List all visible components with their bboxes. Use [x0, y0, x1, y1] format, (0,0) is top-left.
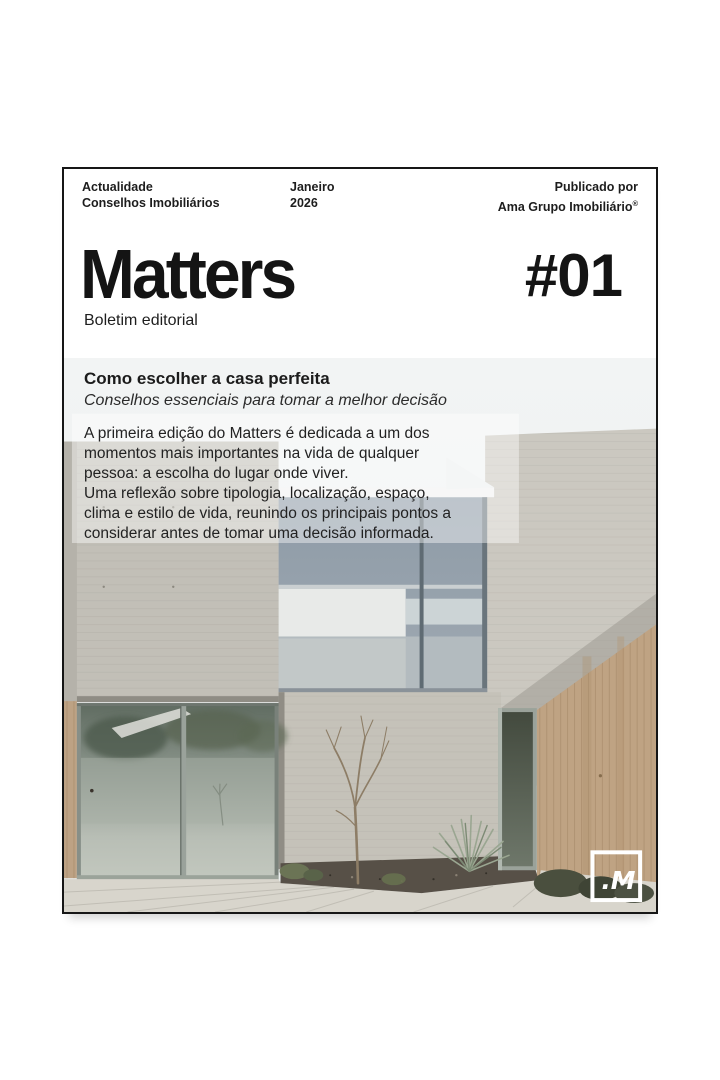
- article-body-line: A primeira edição do Matters é dedicada a um dos: [84, 425, 430, 442]
- trademark-symbol: ®: [632, 198, 638, 208]
- article-body-line: Uma reflexão sobre tipologia, localização, espaço,: [84, 485, 430, 502]
- meta-category-line1: Actualidade: [82, 180, 153, 194]
- article-heading: Como escolher a casa perfeita: [84, 369, 330, 388]
- article-intro: [84, 368, 554, 544]
- newsletter-title: Matters: [80, 235, 295, 313]
- newsletter-subtitle: Boletim editorial: [84, 312, 198, 329]
- article-body: [84, 424, 554, 544]
- newsletter-cover-card: [62, 167, 658, 914]
- meta-publisher: [498, 180, 638, 215]
- meta-date: [290, 180, 334, 211]
- meta-category-line2: Conselhos Imobiliários: [82, 195, 220, 210]
- meta-category: [82, 180, 220, 211]
- masthead-meta-row: [82, 180, 638, 216]
- ama-logo-glyph: .M: [601, 866, 636, 896]
- article-body-line: considerar antes de tomar uma decisão informada.: [84, 525, 434, 542]
- article-subheading: Conselhos essenciais para tomar a melhor decisão: [84, 392, 447, 409]
- meta-year: 2026: [290, 195, 318, 210]
- meta-publisher-line1: Publicado por: [554, 180, 638, 194]
- article-body-line: momentos mais importantes na vida de qualquer: [84, 445, 420, 462]
- article-body-line: clima e estilo de vida, reunindo os principais pontos a: [84, 505, 452, 522]
- article-body-line: pessoa: a escolha do lugar onde viver.: [84, 465, 349, 482]
- meta-publisher-line2: Ama Grupo Imobiliário®: [497, 198, 638, 214]
- cover-photo: [64, 358, 656, 912]
- meta-month: Janeiro: [290, 180, 335, 194]
- issue-number: #01: [524, 242, 622, 309]
